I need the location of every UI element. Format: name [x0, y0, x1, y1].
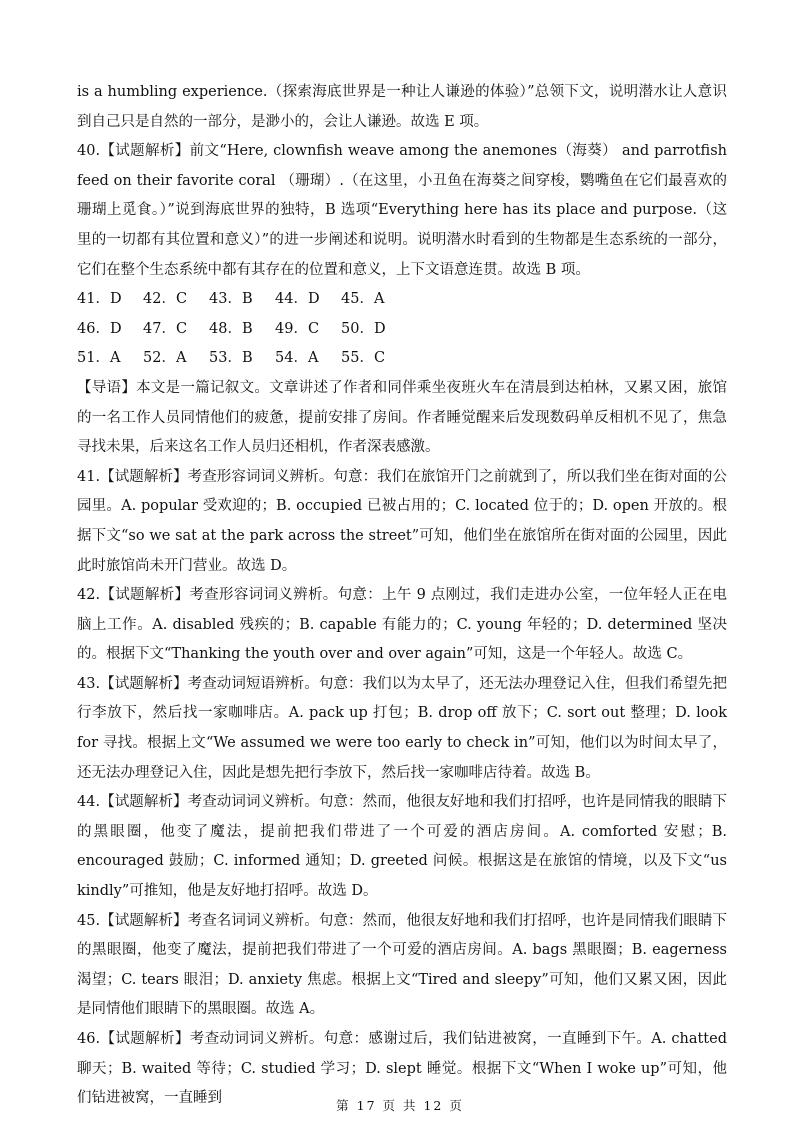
paragraph-q44: 44.【试题解析】考查动词词义辨析。句意：然而，他很友好地和我们打招呼，也许是同情我的眼睛下的黑眼圈，他变了魔法，提前把我们带进了一个可爱的酒店房间。A. comforted 安慰；B. encouraged 鼓励；C. informed 通知；D. greeted 问候。根据这是在旅馆的情境，以及下文“us kindly”可推知，他是友好地打招呼。故选 D。 — [77, 794, 727, 900]
answer-item: 45．A — [341, 291, 385, 308]
answer-item: 52．A — [143, 350, 187, 367]
answer-row — [77, 344, 727, 374]
answer-item: 42．C — [143, 291, 188, 308]
page-number: 第 17 页 共 12 页 — [336, 1098, 464, 1113]
answer-key — [77, 285, 727, 374]
answer-row — [77, 315, 727, 345]
page-content — [77, 78, 727, 1114]
answer-item: 48．B — [209, 320, 253, 337]
answer-item: 53．B — [209, 350, 253, 367]
paragraph-q40: 40.【试题解析】前文“Here, clownfish weave among the anemones（海葵） and parrotfish feed on their favorite coral （珊瑚）.（在这里，小丑鱼在海葵之间穿梭，鹦嘴鱼在它们最喜欢的珊瑚上觅食。）”说到海底世界的独特，B 选项“Everything here has its place and purpose.（这里的一切都有其位置和意义）”的进一步阐述和说明。说明潜水时看到的生物都是生态系统的一部分，它们在整个生态系统中都有其存在的位置和意义，上下文语意连贯。故选 B 项。 — [77, 143, 727, 278]
answer-item: 47．C — [143, 320, 188, 337]
answer-item: 46．D — [77, 320, 122, 337]
paragraph-q43: 43.【试题解析】考查动词短语辨析。句意：我们以为太早了，还无法办理登记入住，但我们希望先把行李放下，然后找一家咖啡店。A. pack up 打包；B. drop off 放下；C. sort out 整理；D. look for 寻找。根据上文“We assumed we were too early to check in”可知，他们以为时间太早了，还无法办理登记入住，因此是想先把行李放下，然后找一家咖啡店待着。故选 B。 — [77, 675, 727, 781]
paragraph-lead: 【导语】本文是一篇记叙文。文章讲述了作者和同伴乘坐夜班火车在清晨到达柏林，又累又困，旅馆的一名工作人员同情他们的疲惫，提前安排了房间。作者睡觉醒来后发现数码单反相机不见了，焦急寻找未果，后来这名工作人员归还相机，作者深表感激。 — [77, 379, 727, 456]
answer-item: 43．B — [209, 291, 253, 308]
answer-item: 51．A — [77, 350, 121, 367]
answer-item: 49．C — [275, 320, 320, 337]
paragraph-intro-end: is a humbling experience.（探索海底世界是一种让人谦逊的体验）”总领下文，说明潜水让人意识到自己只是自然的一部分，是渺小的，会让人谦逊。故选 E 项。 — [77, 84, 727, 130]
answer-item: 50．D — [341, 320, 386, 337]
paragraph-q41: 41.【试题解析】考查形容词词义辨析。句意：我们在旅馆开门之前就到了，所以我们坐在街对面的公园里。A. popular 受欢迎的；B. occupied 已被占用的；C. located 位于的；D. open 开放的。根据下文“so we sat at the park across the street”可知，他们坐在旅馆所在街对面的公园里，因此此时旅馆尚未开门营业。故选 D。 — [77, 468, 727, 574]
paragraph-q45: 45.【试题解析】考查名词词义辨析。句意：然而，他很友好地和我们打招呼，也许是同情我们眼睛下的黑眼圈，他变了魔法，提前把我们带进了一个可爱的酒店房间。A. bags 黑眼圈；B. eagerness 渴望；C. tears 眼泪；D. anxiety 焦虑。根据上文“Tired and sleepy”可知，他们又累又困，因此是同情他们眼睛下的黑眼圈。故选 A。 — [77, 912, 727, 1018]
paragraph-q46: 46.【试题解析】考查动词词义辨析。句意：感谢过后，我们钻进被窝，一直睡到下午。A. chatted 聊天；B. waited 等待；C. studied 学习；D. slept 睡觉。根据下文“When I woke up”可知，他们钻进被窝，一直睡到 — [77, 1031, 727, 1107]
answer-item: 55．C — [341, 350, 386, 367]
answer-item: 44．D — [275, 291, 320, 308]
answer-row — [77, 285, 727, 315]
answer-item: 54．A — [275, 350, 319, 367]
answer-item: 41．D — [77, 291, 122, 308]
paragraph-q42: 42.【试题解析】考查形容词词义辨析。句意：上午 9 点刚过，我们走进办公室，一位年轻人正在电脑上工作。A. disabled 残疾的；B. capable 有能力的；C. young 年轻的；D. determined 坚决的。根据下文“Thanking the youth over and over again”可知，这是一个年轻人。故选 C。 — [77, 587, 727, 663]
